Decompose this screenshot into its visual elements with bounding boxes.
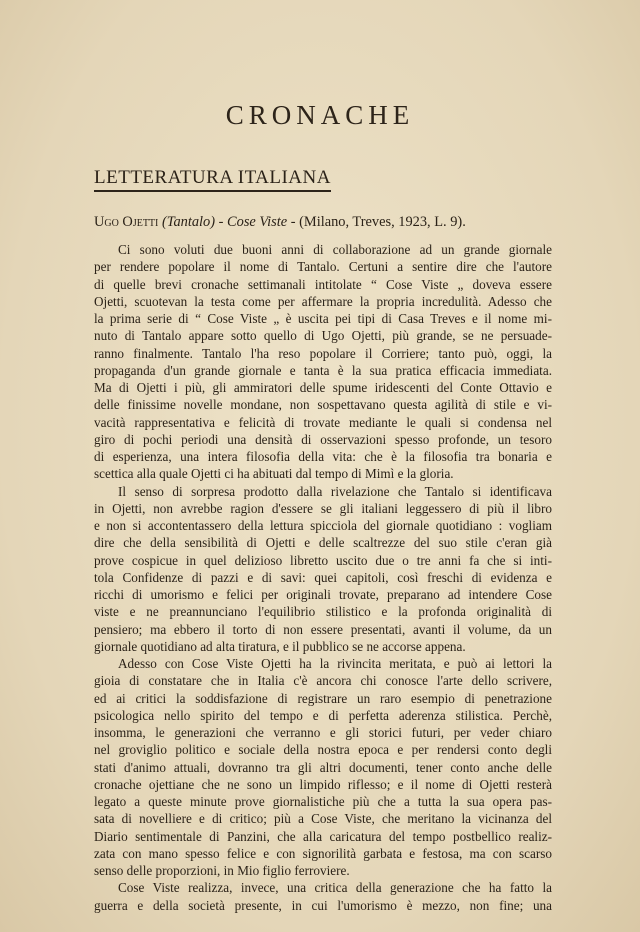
text-line: di quelle brevi cronache settimanali intitolate “ Cose Viste „ doveva essere bbox=[94, 276, 552, 292]
entry-publication: (Milano, Treves, 1923, L. 9). bbox=[299, 214, 466, 230]
text-line: sata di novelliere e di critico; più a Cose Viste, che meritano la vicinanza del bbox=[94, 811, 552, 827]
entry-pseudonym: (Tantalo) bbox=[161, 214, 216, 230]
text-line: cronache ojettiane che ne sono un limpido riflesso; e il nome di Ojetti resterà bbox=[94, 776, 552, 792]
text-line: Adesso con Cose Viste Ojetti ha la rivincita meritata, e può ai lettori la bbox=[118, 656, 552, 671]
page-heading: CRONACHE bbox=[225, 100, 415, 130]
text-line: la prima serie di “ Cose Viste „ è uscita pei tipi di Casa Treves e il nome mi- bbox=[94, 311, 552, 326]
entry-separator: - bbox=[287, 214, 300, 230]
text-line: nel groviglio politico e sociale della nostra epoca e per rendersi conto degli bbox=[94, 742, 552, 758]
text-line: vacità rappresentativa e felicità di trovate mediante le quali si condensa nel bbox=[94, 414, 552, 430]
text-line: guerra e della società presente, in cui l'umorismo è mezzo, non fine; una bbox=[94, 897, 552, 913]
entry-separator: - bbox=[215, 214, 228, 230]
text-line: zata con mano spesso felice e con signorilità garbata e festosa, ma con scarso bbox=[94, 845, 552, 861]
text-line: prove cospicue in quel delizioso libretto uscito due o tre anni fa che si inti- bbox=[94, 552, 552, 568]
text-line: dire che della sensibilità di Ojetti e delle scaltrezze del suo stile c'eran già bbox=[94, 535, 552, 551]
text-line: e non si accontentassero della lettura spicciola del giornale quotidiano : vogliam bbox=[94, 518, 552, 533]
text-line: Ojetti, scuotevan la testa come per affermare la propria incredulità. Adesso che bbox=[94, 293, 552, 309]
text-line: per rendere popolare il nome di Tantalo. Certuni a sentire dire che l'autore bbox=[94, 259, 552, 275]
text-line: tola Confidenze di pazzi e di savi: quei capitoli, così freschi di evidenza e bbox=[94, 569, 552, 585]
text-line: viste e ne preannunciano l'equilibrio stilistico e la profonda originalità di bbox=[94, 604, 552, 620]
text-line: Ci sono voluti due buoni anni di collaborazione ad un grande giornale bbox=[118, 242, 552, 257]
text-line: ranno finalmente. Tantalo l'ha reso popolare il Corriere; tanto può, oggi, la bbox=[94, 345, 552, 361]
text-line: ricchi di umorismo e felici per originali trovate, preparano ad intendere Cose bbox=[94, 587, 552, 602]
entry-title: Cose Viste bbox=[227, 214, 288, 230]
text-line: Il senso di sorpresa prodotto dalla rivelazione che Tantalo si identificava bbox=[118, 483, 552, 499]
text-line: propaganda d'un grande giornale e tanta è la sua pratica efficacia immediata. bbox=[94, 362, 552, 378]
text-line: psicologica nello spirito del tempo e di perfetta aderenza stilistica. Perchè, bbox=[94, 707, 552, 723]
text-line: Diario sentimentale di Panzini, che alla caricatura del tempo postbellico realiz- bbox=[94, 828, 552, 844]
section-title: LETTERATURA ITALIANA bbox=[94, 167, 331, 192]
text-line: scettica alla quale Ojetti ci ha abituati dal tempo di Mimì e la gloria. bbox=[94, 466, 454, 482]
text-line: giornale quotidiano ad alta tiratura, e il pubblico se ne accorse appena. bbox=[94, 638, 466, 654]
text-line: gioia di constatare che in Italia c'è ancora chi conosce l'arte dello scrivere, bbox=[94, 673, 552, 689]
text-line: in Ojetti, non avrebbe ragion d'essere se gli italiani leggessero di più il libro bbox=[94, 500, 552, 516]
text-line: insomma, le generazioni che verranno e gli storici futuri, per veder chiaro bbox=[94, 725, 552, 740]
text-line: Ma di Ojetti i più, gli ammiratori delle spume iridescenti del Conte Ottavio e bbox=[94, 380, 552, 395]
text-line: giro di pochi periodi una densità di osservazioni spesso profonde, un tesoro bbox=[94, 431, 552, 447]
text-line: legato a queste minute prove giornalistiche più che a tutta la sua opera pas- bbox=[94, 794, 552, 809]
text-line: nuto di Tantalo appare sotto quello di Ugo Ojetti, più grande, se ne persuade- bbox=[94, 328, 552, 344]
entry-author: Ugo Ojetti bbox=[94, 214, 159, 230]
text-line: di esperienza, una intera filosofia della vita: che è la filosofia tra bonaria e bbox=[94, 449, 552, 464]
text-line: ed ai critici la soddisfazione di registrare un raro esempio di penetrazione bbox=[94, 690, 552, 706]
text-line: stati d'animo attuali, dovranno tra gli altri documenti, tener conto anche delle bbox=[94, 759, 552, 775]
review-body bbox=[94, 241, 552, 914]
book-entry bbox=[94, 214, 554, 231]
text-line: pensiero; ma ebbero il torto di non essere presentati, avanti il volume, da un bbox=[94, 621, 552, 637]
text-line: delle finissime novelle mondane, non sospettavano questa agilità di stile e vi- bbox=[94, 397, 552, 413]
text-line: senso delle proporzioni, in Mio figlio ferroviere. bbox=[94, 863, 350, 878]
text-line: Cose Viste realizza, invece, una critica della generazione che ha fatto la bbox=[118, 880, 552, 896]
